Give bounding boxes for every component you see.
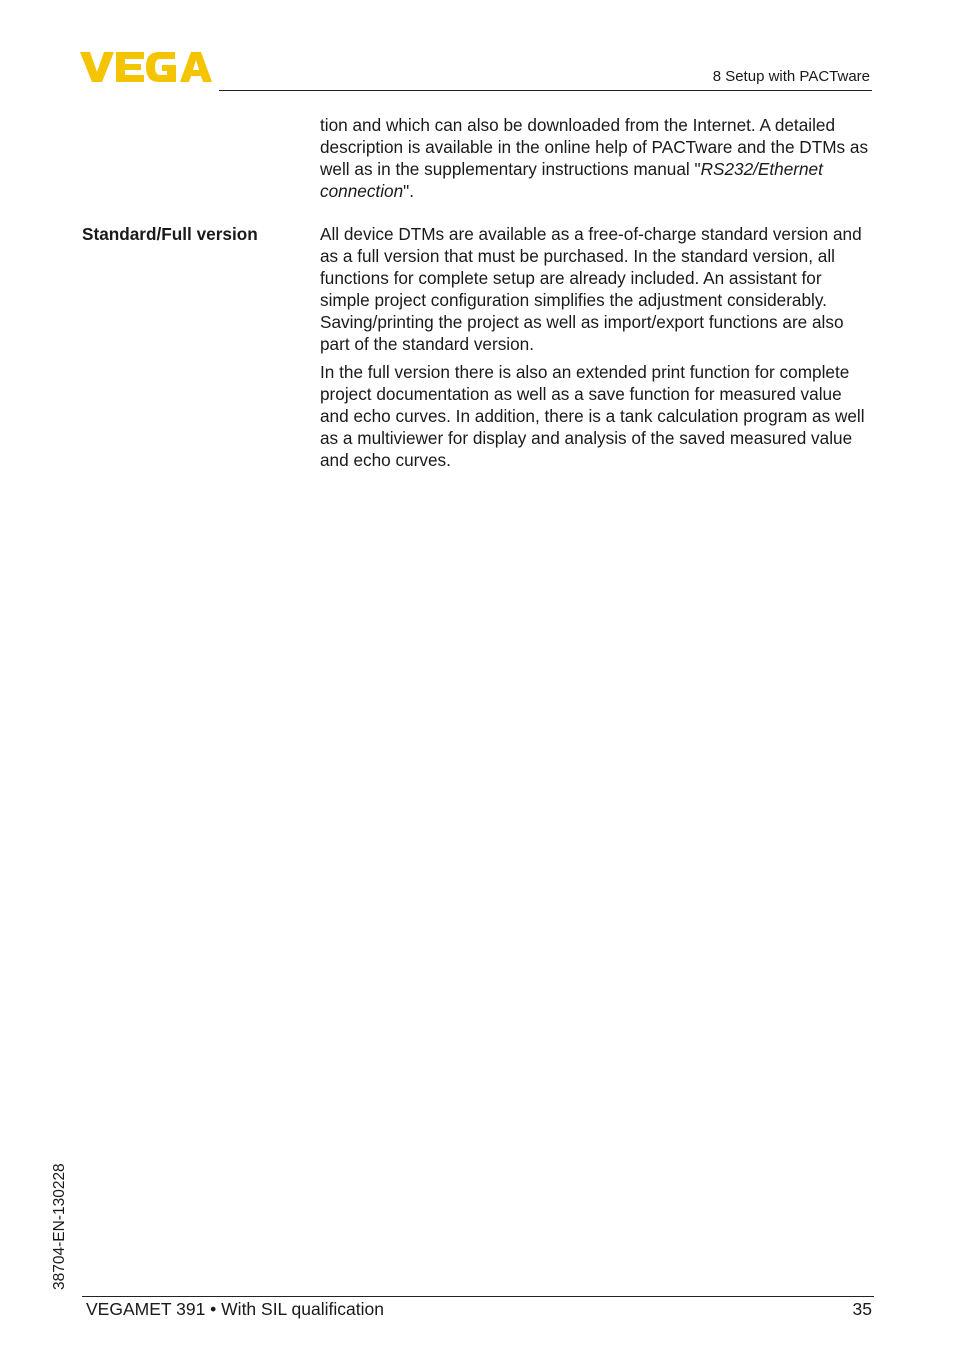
- document-code: 38704-EN-130228: [51, 1163, 68, 1290]
- full-version-text: In the full version there is also an extended print function for complete project documentation as well as a save function for measured value and echo curves. In addition, there is a tank calculation program as well as a multiviewer for display and analysis of the saved measured value and echo curves.: [320, 362, 865, 470]
- vega-logo: [80, 50, 212, 84]
- header-divider: [219, 90, 872, 91]
- footer-divider: [82, 1296, 874, 1297]
- section-label: Standard/Full version: [82, 224, 258, 244]
- continuation-text: tion and which can also be downloaded from the Internet. A detailed description is available in the online help of PACTware and the DTMs as well as in the supplementary instructions manual ": [320, 115, 869, 179]
- standard-version-paragraph: [320, 223, 874, 355]
- continuation-paragraph: [320, 114, 874, 202]
- standard-version-text: All device DTMs are available as a free-of-charge standard version and as a full version that must be purchased. In the standard version, all functions for complete setup are already included. An assistant for simple project configuration simplifies the adjustment considerably. Saving/printing the project as well as import/export functions are also part of the standard version.: [320, 224, 862, 354]
- full-version-paragraph: [320, 361, 874, 471]
- footer-product: VEGAMET 391 • With SIL qualification: [86, 1299, 384, 1319]
- header-section-title: 8 Setup with PACTware: [712, 68, 870, 85]
- page-number: 35: [852, 1299, 872, 1319]
- continuation-text-end: ".: [403, 181, 415, 201]
- manual-title: RS232/Ethernet connection: [320, 159, 823, 201]
